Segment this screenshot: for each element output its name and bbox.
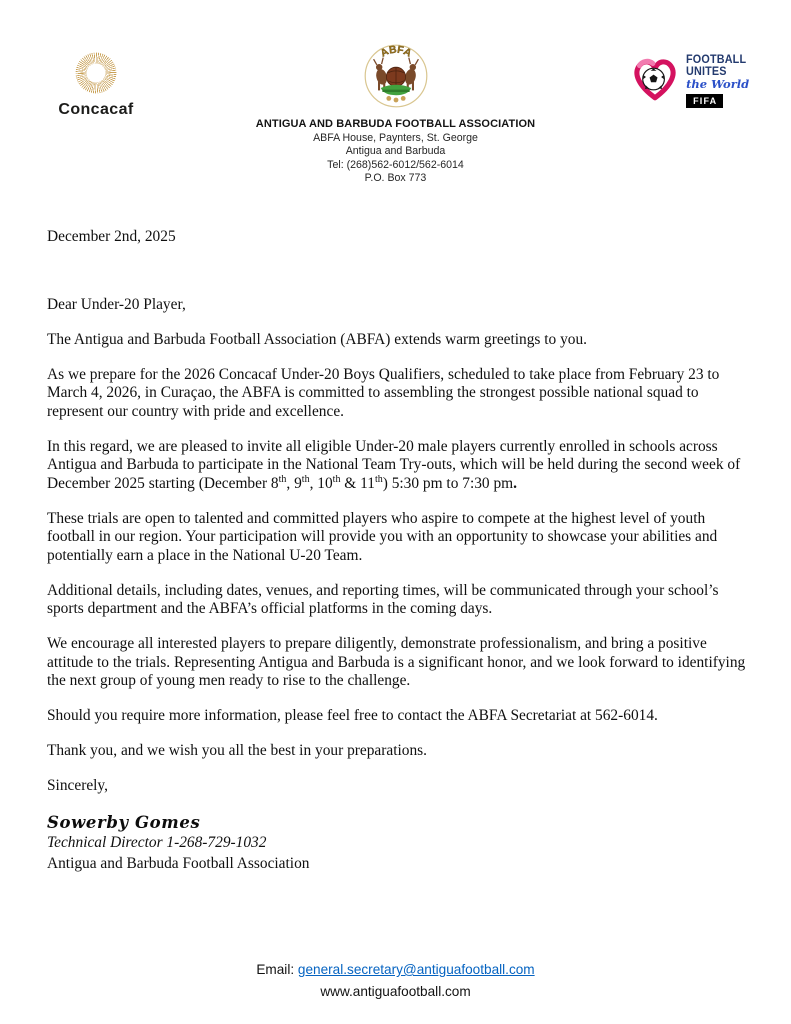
abfa-crest-icon	[364, 44, 428, 108]
fifa-logo-text	[686, 50, 753, 108]
association-phone: Tel: (268)562-6012/562-6014	[327, 158, 464, 171]
signature-title: Technical Director 1-268-729-1032	[47, 834, 267, 851]
letter-paragraph: We encourage all interested players to prepare diligently, demonstrate professionalism, and bring a positive attitude to the trials. Representing Antigua and Barbuda is a significant honor, and we look forward to identifying the next group of young men ready to rise to the challenge.	[47, 635, 746, 689]
letter-paragraph: Additional details, including dates, venues, and reporting times, will be communicated through your school’s sports department and the ABFA’s official platforms in the coming days.	[47, 581, 719, 617]
letter-footer	[0, 959, 791, 1003]
fifa-the-world-text: the World	[686, 77, 750, 91]
concacaf-sunburst-icon	[75, 52, 117, 94]
letter-date: December 2nd, 2025	[47, 228, 176, 245]
association-header	[226, 44, 566, 186]
fifa-unites-text: UNITES	[686, 63, 727, 78]
signature-block	[47, 812, 747, 874]
letter-paragraph: Thank you, and we wish you all the best in your preparations.	[47, 742, 427, 759]
footer-email-line	[0, 959, 791, 981]
fifa-logo	[629, 50, 753, 108]
letter-paragraph: As we prepare for the 2026 Concacaf Under-20 Boys Qualifiers, scheduled to take place from February 23 to March 4, 2026, in Curaçao, the ABFA is committed to assembling the strongest possible national squad to represent our country with pride and excellence.	[47, 365, 720, 420]
letter-paragraph: These trials are open to talented and committed players who aspire to compete at the highest level of youth football in our region. Your participation will provide you with an opportunity to showcase your abilities and potentially earn a place in the National U-20 Team.	[47, 509, 718, 564]
email-label: Email:	[256, 962, 298, 977]
email-link[interactable]: general.secretary@antiguafootball.com	[297, 962, 535, 977]
fifa-football-text: FOOTBALL	[686, 52, 747, 66]
fifa-badge: FIFA	[686, 94, 723, 108]
svg-text:ABFA: ABFA	[378, 44, 413, 60]
association-address-line2: Antigua and Barbuda	[345, 145, 446, 158]
letter-paragraph: Should you require more information, please feel free to contact the ABFA Secretariat at 562-6014.	[47, 707, 658, 724]
letter-salutation: Dear Under-20 Player,	[47, 295, 186, 313]
association-po-box: P.O. Box 773	[364, 172, 427, 185]
association-address-line1: ABFA House, Paynters, St. George	[313, 132, 478, 144]
signature-organization: Antigua and Barbuda Football Association	[47, 854, 310, 872]
association-name: ANTIGUA AND BARBUDA FOOTBALL ASSOCIATION	[255, 118, 536, 130]
letter-closing: Sincerely,	[47, 777, 108, 794]
letter-paragraph: In this regard, we are pleased to invite all eligible Under-20 male players currently enrolled in schools across Antigua and Barbuda to participate in the National Team Try-outs, which will be held during the second week of December 2025 starting (December 8th, 9th, 10th & 11th) 5:30 pm to 7:30 pm.	[47, 437, 741, 492]
fifa-heart-icon	[629, 50, 681, 108]
footer-website: www.antiguafootball.com	[320, 984, 471, 999]
concacaf-logo	[46, 52, 146, 119]
concacaf-wordmark: Concacaf	[58, 101, 134, 118]
signature-name: Sowerby Gomes	[47, 813, 201, 832]
letter-body	[47, 228, 747, 874]
letter-paragraph: The Antigua and Barbuda Football Association (ABFA) extends warm greetings to you.	[47, 330, 588, 348]
